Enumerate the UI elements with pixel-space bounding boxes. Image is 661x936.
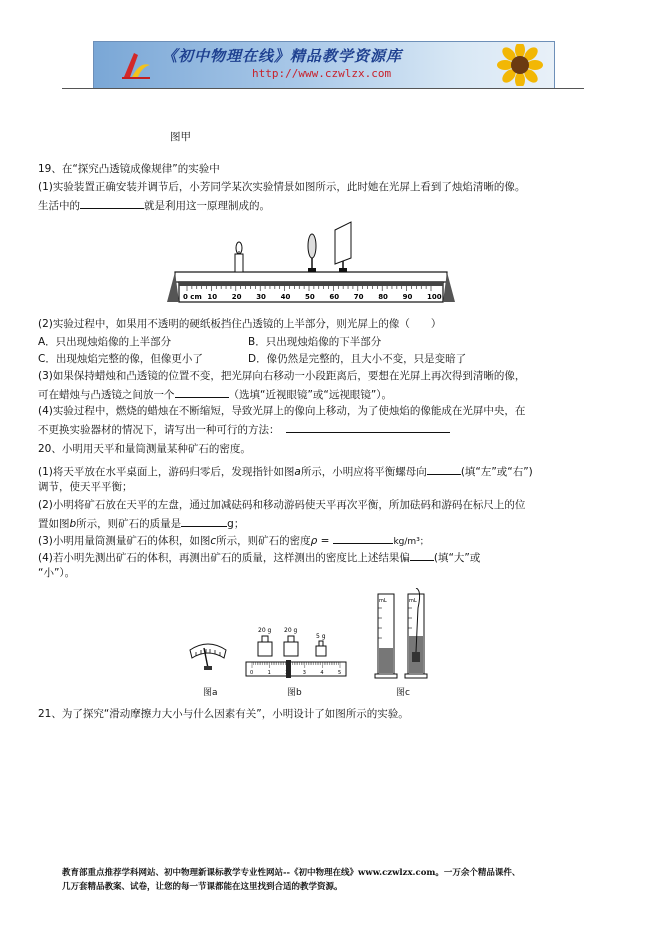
cylinder-left-icon: [375, 594, 397, 678]
slider-rider-icon: [286, 660, 291, 678]
q19-blank-4[interactable]: [286, 421, 450, 433]
bench-tick-label: 60: [329, 293, 340, 301]
q20-p1a: (1)将天平放在水平桌面上，游码归零后，发现指针如图a所示，小明应将平衡螺母向 (填“左”或“右”): [38, 463, 533, 479]
weight-5g-icon: [316, 641, 326, 656]
candle-icon: [235, 242, 243, 272]
q19-blank-3[interactable]: [175, 386, 229, 398]
convex-lens-icon: [308, 234, 316, 272]
fig-a-caption: 图a: [203, 688, 218, 698]
q19-p1b: 生活中的 就是利用这一原理制成的。: [38, 197, 270, 213]
sunflower-icon: [490, 44, 548, 86]
q21-stem: 21、为了探究“滑动摩擦力大小与什么因素有关”，小明设计了如图所示的实验。: [38, 708, 409, 720]
balance-pointer-figure: [186, 640, 230, 672]
q20-blank-2[interactable]: [181, 515, 227, 527]
q19-option-b[interactable]: B．只出现烛焰像的下半部分: [248, 336, 382, 348]
q20-blank-3[interactable]: [333, 532, 393, 544]
scale-tick-label: 5: [338, 670, 342, 676]
q19-p1a: (1)实验装置正确安装并调节后，小芳同学某次实验情景如图所示，此时她在光屏上看到了烛焰清晰的像。: [38, 181, 526, 193]
q19-p3a: (3)如果保持蜡烛和凸透镜的位置不变，把光屏向右移动一小段距离后，要想在光屏上再次得到清晰的像，: [38, 370, 526, 382]
q20-blank-4[interactable]: [410, 549, 434, 561]
q19-p4a: (4)实验过程中，燃烧的蜡烛在不断缩短，导致光屏上的像向上移动，为了使烛焰的像能成在光屏中央，在: [38, 405, 526, 417]
header-rule: [62, 88, 584, 89]
q20-p2a: (2)小明将矿石放在天平的左盘，通过加减砝码和移动游码使天平再次平衡，所加砝码和游码在标尺上的位: [38, 499, 526, 511]
q20-p3: (3)小明用量筒测量矿石的体积，如图c所示，则矿石的密度ρ = kg/m³；: [38, 532, 429, 549]
bench-tick-label: 50: [305, 293, 315, 301]
q19-option-a[interactable]: A．只出现烛焰像的上半部分: [38, 336, 172, 348]
q19-p4b: 不更换实验器材的情况下，请写出一种可行的方法：: [38, 421, 450, 437]
header-title: 《初中物理在线》精品教学资源库: [162, 47, 403, 65]
bench-tick-label: 0 cm: [183, 293, 202, 301]
bench-tick-label: 80: [378, 293, 388, 301]
footer-line-2: 几万套精品教案、试卷，让您的每一节课都能在这里找到合适的教学资源。: [62, 882, 343, 892]
scale-tick-label: 4: [320, 670, 324, 676]
header-banner: [93, 41, 555, 89]
cylinder-unit-label: mL: [409, 598, 417, 604]
q20-p1b: 调节，使天平平衡；: [38, 481, 133, 493]
q19-stem: 19、在“探究凸透镜成像规律”的实验中: [38, 163, 220, 175]
figure-caption-jia: 图甲: [170, 131, 191, 143]
weights-and-scale-figure: [244, 620, 348, 688]
fig-b-caption: 图b: [287, 688, 302, 698]
weight-label: 20 g: [258, 627, 272, 634]
scale-tick-label: 1: [267, 670, 271, 676]
optical-bench-figure: [165, 218, 457, 306]
bench-tick-label: 40: [280, 293, 291, 301]
q19-option-c[interactable]: C．出现烛焰完整的像，但像更小了: [38, 353, 203, 365]
q19-p3b: 可在蜡烛与凸透镜之间放一个 （选填“近视眼镜”或“远视眼镜”）。: [38, 386, 392, 402]
weight-label: 5 g: [316, 633, 326, 640]
q19-p2: (2)实验过程中，如果用不透明的硬纸板挡住凸透镜的上半部分，则光屏上的像（ ）: [38, 318, 442, 330]
bench-tick-label: 70: [353, 293, 364, 301]
footer-line-1: 教育部重点推荐学科网站、初中物理新课标教学专业性网站--《初中物理在线》www.czwlzx.com。一万余个精品课件、: [62, 868, 521, 878]
q20-blank-1[interactable]: [427, 463, 461, 475]
weight-20g-icon-1: [258, 636, 272, 656]
q19-option-d[interactable]: D．像仍然是完整的，且大小不变，只是变暗了: [248, 353, 467, 365]
graduated-cylinders-figure: [372, 588, 434, 684]
q20-p2b: 置如图b所示，则矿石的质量是 g；: [38, 515, 244, 531]
fig-c-caption: 图c: [396, 688, 410, 698]
scale-tick-label: 3: [302, 670, 306, 676]
q20-p4b: “小”）。: [38, 567, 76, 579]
bench-tick-label: 10: [207, 293, 218, 301]
weight-20g-icon-2: [284, 636, 298, 656]
q20-p4a: (4)若小明先测出矿石的体积，再测出矿石的质量，这样测出的密度比上述结果偏 (填“大”或: [38, 549, 480, 565]
site-logo-icon: [120, 51, 152, 79]
q20-stem: 20、小明用天平和量筒测量某种矿石的密度。: [38, 443, 251, 455]
bench-tick-label: 100: [427, 293, 442, 301]
weight-label: 20 g: [284, 627, 298, 634]
header-url[interactable]: http://www.czwlzx.com: [252, 67, 392, 80]
bench-tick-label: 20: [231, 293, 242, 301]
light-screen-icon: [335, 222, 351, 272]
cylinder-unit-label: mL: [379, 598, 387, 604]
scale-tick-label: 0: [250, 670, 254, 676]
bench-tick-label: 30: [256, 293, 266, 301]
q19-blank-1[interactable]: [80, 197, 144, 209]
bench-tick-label: 90: [402, 293, 413, 301]
